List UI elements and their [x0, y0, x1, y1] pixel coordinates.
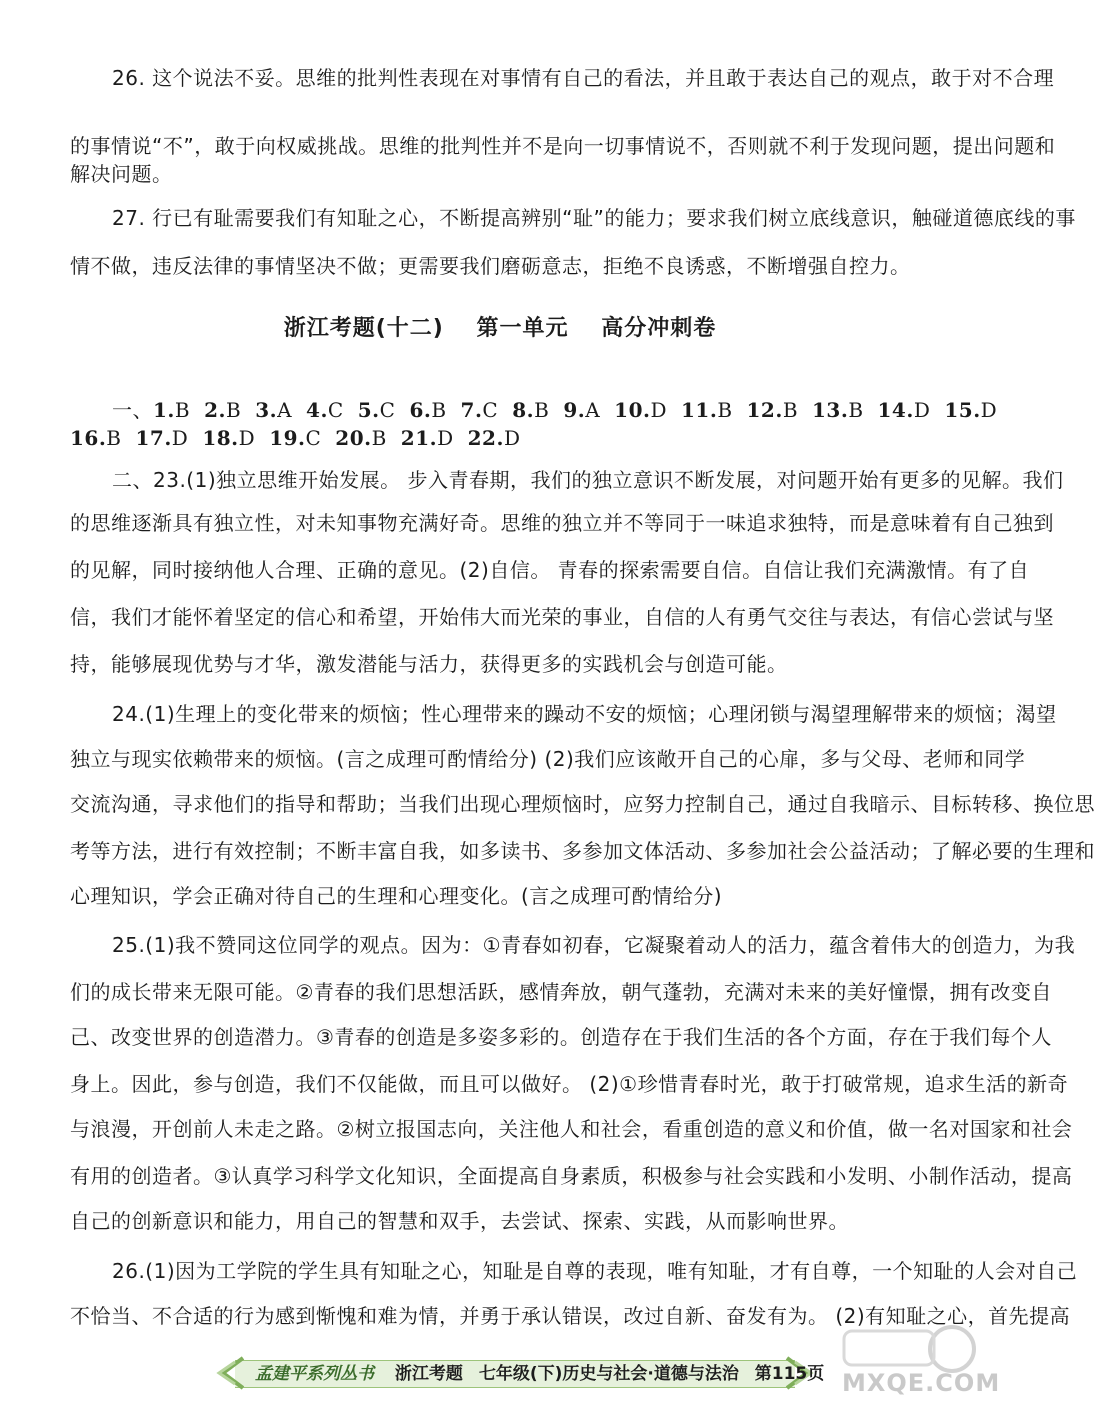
choice-answer	[614, 398, 667, 422]
answer-letter: D	[913, 398, 931, 422]
answer-letter: B	[431, 398, 447, 422]
text-line: 25.(1)我不赞同这位同学的观点。因为：①青春如初春，它凝聚着动人的活力，蕴含着伟大的创造力，为我	[112, 933, 1076, 957]
question-number: 15.	[944, 398, 981, 422]
question-number: 12.	[746, 398, 783, 422]
text-line: 解决问题。	[70, 162, 173, 186]
answer-letter: D	[238, 426, 256, 450]
question-number: 16.	[70, 426, 107, 450]
choice-answer	[878, 398, 931, 422]
answer-letter: B	[782, 398, 799, 422]
question-number: 11.	[681, 398, 718, 422]
text-line: 情不做，违反法律的事情坚决不做；更需要我们磨砺意志，拒绝不良诱惑，不断增强自控力。	[70, 254, 911, 278]
question-number: 21.	[400, 426, 438, 450]
text-line: 信，我们才能怀着坚定的信心和希望，开始伟大而光荣的事业，自信的人有勇气交往与表达，有信心尝试与坚	[70, 605, 1054, 629]
text-line: 身上。因此，参与创造，我们不仅能做，而且可以做好。 (2)①珍惜青春时光，敢于打破常规，追求生活的新奇	[70, 1072, 1069, 1096]
choice-answer	[335, 426, 387, 450]
text-line: 不恰当、不合适的行为感到惭愧和难为情，并勇于承认错误，改过自新、奋发有为。 (2)有知耻之心，首先提高	[70, 1304, 1071, 1328]
answer-letter: D	[650, 398, 668, 422]
answer-letter: B	[106, 426, 122, 450]
choice-answers-row-1	[112, 396, 998, 424]
choice-answer	[269, 426, 321, 450]
section-title	[0, 314, 1000, 344]
question-number: 5.	[357, 398, 380, 422]
question-number: 18.	[202, 426, 239, 450]
choice-answer	[202, 426, 255, 450]
text-line: 的思维逐渐具有独立性，对未知事物充满好奇。思维的独立并不等同于一味追求独特，而是意味着有自己独到	[70, 511, 1054, 535]
watermark	[834, 1321, 1001, 1401]
choice-answer	[812, 398, 864, 422]
choice-answers-row-2	[70, 424, 950, 452]
question-number: 14.	[877, 398, 914, 422]
text-line: 的见解，同时接纳他人合理、正确的意见。(2)自信。 青春的探索需要自信。自信让我们充满激情。有了自	[70, 558, 1030, 582]
question-number: 10.	[614, 398, 651, 422]
watermark-text: MXQE.COM	[842, 1369, 1001, 1397]
section-title-paper: 高分冲刺卷	[601, 316, 717, 341]
footer-grade-subject: 七年级(下)历史与社会·道德与法治	[478, 1364, 739, 1384]
choice-answer	[409, 398, 446, 422]
text-line: 26.(1)因为工学院的学生具有知耻之心，知耻是自尊的表现，唯有知耻，才有自尊，一个知耻的人会对自己	[112, 1259, 1078, 1283]
choice-answer	[512, 398, 549, 422]
choice-answer	[153, 398, 190, 422]
footer-text	[255, 1361, 825, 1387]
text-line: 独立与现实依赖带来的烦恼。(言之成理可酌情给分) (2)我们应该敞开自己的心扉，多与父母、老师和同学	[70, 747, 1026, 771]
question-number: 17.	[135, 426, 172, 450]
footer-series: 孟建平系列丛书	[255, 1364, 374, 1384]
question-number: 1.	[153, 398, 175, 422]
text-line: 考等方法，进行有效控制；不断丰富自我，如多读书、多参加文体活动、多参加社会公益活动；了解必要的生理和	[70, 839, 1095, 863]
choice-answer	[461, 398, 499, 422]
answer-letter: A	[585, 398, 601, 422]
text-line: 心理知识，学会正确对待自己的生理和心理变化。(言之成理可酌情给分)	[70, 884, 723, 908]
text-line: 与浪漫，开创前人未走之路。②树立报国志向，关注他人和社会，看重创造的意义和价值，做一名对国家和社会	[70, 1117, 1073, 1141]
answer-letter: B	[717, 398, 733, 422]
text-line: 26. 这个说法不妥。思维的批判性表现在对事情有自己的看法，并且敢于表达自己的观点，敢于对不合理	[112, 66, 1055, 90]
answer-letter: C	[482, 398, 499, 422]
choice-answer	[358, 398, 396, 422]
choice-answer	[563, 398, 600, 422]
text-line: 24.(1)生理上的变化带来的烦恼；性心理带来的躁动不安的烦恼；心理闭锁与渴望理解带来的烦恼；渴望	[112, 702, 1057, 726]
choice-answer	[255, 398, 292, 422]
answer-letter: D	[980, 398, 998, 422]
text-line: 持，能够展现优势与才华，激发潜能与活力，获得更多的实践机会与创造可能。	[70, 652, 788, 676]
answer-letter: D	[503, 426, 521, 450]
choice-answer	[306, 398, 344, 422]
question-number: 8.	[512, 398, 535, 422]
page-footer	[215, 1352, 825, 1392]
text-line: 二、23.(1)独立思维开始发展。 步入青春期，我们的独立意识不断发展，对问题开始有更多的见解。我们	[112, 468, 1064, 492]
choice-answer	[136, 426, 189, 450]
choice-answer	[944, 398, 997, 422]
section-title-exam: 浙江考题(十二)	[283, 316, 444, 341]
question-number: 2.	[204, 398, 226, 422]
footer-page-number: 第115页	[754, 1364, 825, 1384]
text-line: 们的成长带来无限可能。②青春的我们思想活跃，感情奔放，朝气蓬勃，充满对未来的美好憧憬，拥有改变自	[70, 980, 1052, 1004]
question-number: 20.	[335, 426, 372, 450]
choice-answer	[681, 398, 733, 422]
choice-answer	[401, 426, 454, 450]
text-line: 的事情说“不”，敢于向权威挑战。思维的批判性并不是向一切事情说不，否则就不利于发现问题，提出问题和	[70, 134, 1056, 158]
answer-letter: C	[379, 398, 396, 422]
section-marker: 一、	[112, 398, 153, 422]
question-number: 9.	[563, 398, 586, 422]
answer-letter: D	[171, 426, 189, 450]
choice-answer	[468, 426, 521, 450]
question-number: 3.	[255, 398, 278, 422]
answer-letter: B	[371, 426, 387, 450]
answer-letter: C	[327, 398, 344, 422]
answer-letter: C	[305, 426, 322, 450]
text-line: 己、改变世界的创造潜力。③青春的创造是多姿多彩的。创造存在于我们生活的各个方面，存在于我们每个人	[70, 1025, 1052, 1049]
question-number: 19.	[269, 426, 306, 450]
question-number: 13.	[812, 398, 849, 422]
answer-letter: B	[848, 398, 864, 422]
question-number: 6.	[409, 398, 432, 422]
answer-letter: D	[437, 426, 454, 450]
question-number: 22.	[467, 426, 504, 450]
text-line: 27. 行已有耻需要我们有知耻之心，不断提高辨别“耻”的能力；要求我们树立底线意识，触碰道德底线的事	[112, 206, 1076, 230]
choice-answer	[204, 398, 241, 422]
footer-exam: 浙江考题	[394, 1364, 463, 1384]
left-chevron-ornament-icon	[215, 1356, 245, 1390]
answer-letter: A	[277, 398, 293, 422]
text-line: 交流沟通，寻求他们的指导和帮助；当我们出现心理烦恼时，应努力控制自己，通过自我暗示、目标转移、换位思	[70, 792, 1095, 816]
question-number: 7.	[460, 398, 483, 422]
text-line: 有用的创造者。③认真学习科学文化知识，全面提高自身素质，积极参与社会实践和小发明、小制作活动，提高	[70, 1164, 1073, 1188]
question-number: 4.	[306, 398, 328, 422]
answer-letter: B	[534, 398, 550, 422]
choice-answer	[747, 398, 799, 422]
answer-letter: B	[174, 398, 191, 422]
section-title-unit: 第一单元	[476, 316, 569, 341]
choice-answer	[70, 426, 122, 450]
answer-letter: B	[225, 398, 242, 422]
text-line: 自己的创新意识和能力，用自己的智慧和双手，去尝试、探索、实践，从而影响世界。	[70, 1209, 849, 1233]
